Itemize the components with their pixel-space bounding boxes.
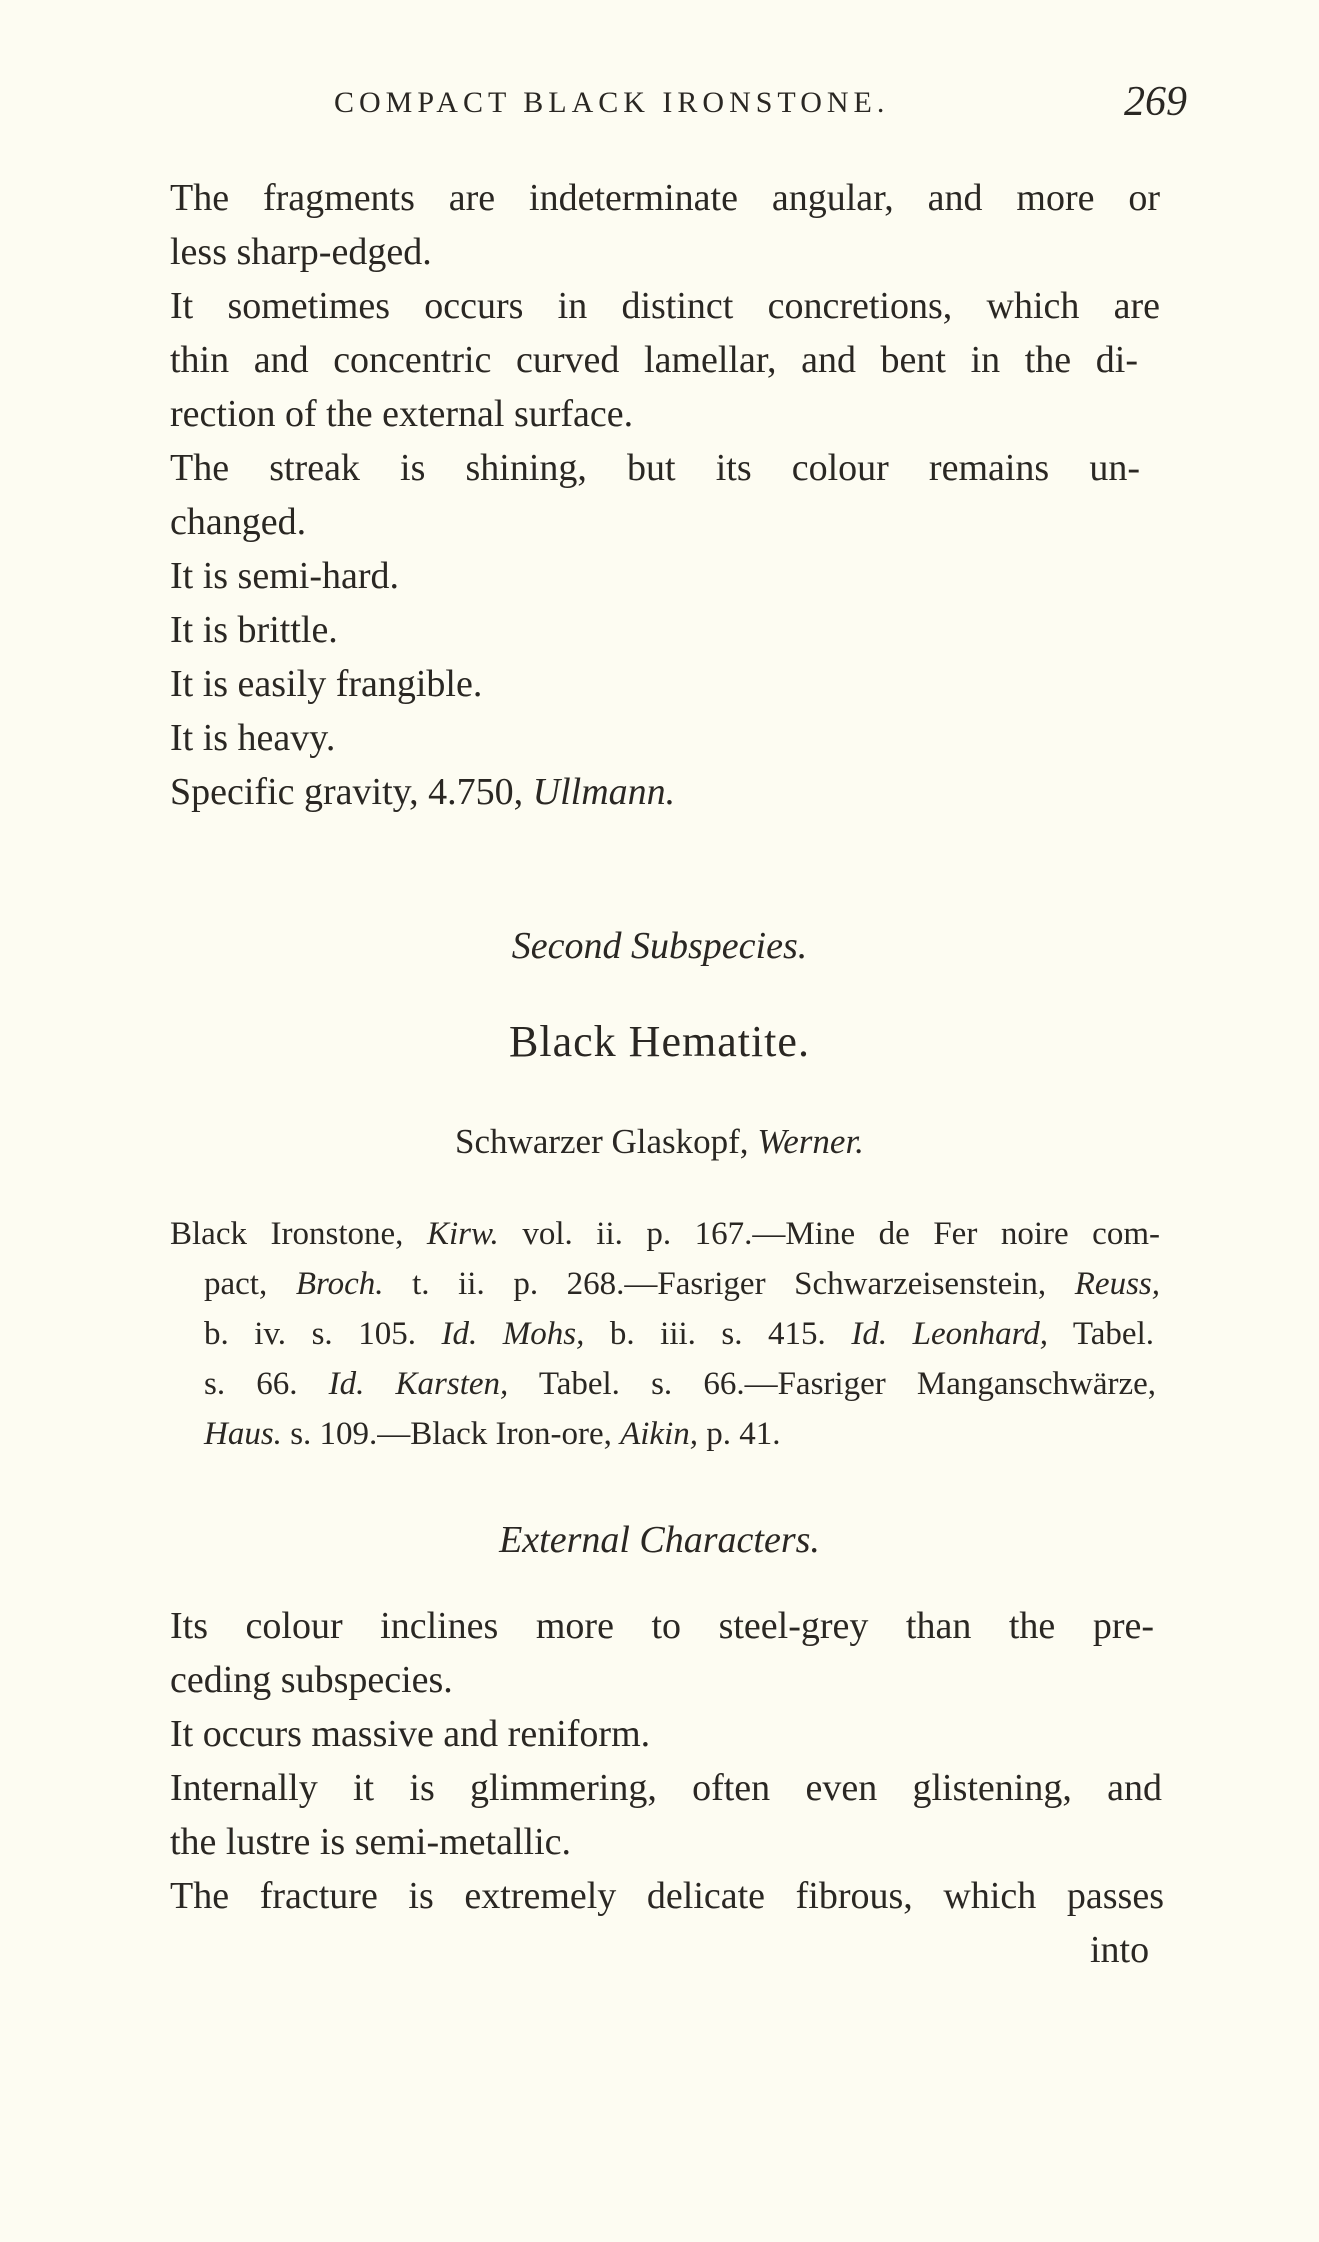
german-name: Schwarzer Glaskopf, xyxy=(455,1122,758,1161)
page-number: 269 xyxy=(1124,79,1187,125)
text-line: The fragments are indeterminate angular, and more or xyxy=(170,177,1160,219)
syn-text: Tabel. s. 66.—Fasriger Manganschwärze, xyxy=(508,1366,1157,1402)
syn-text: s. 66. xyxy=(204,1366,329,1402)
author-name: Werner. xyxy=(757,1122,864,1161)
text-line: ceding subspecies. xyxy=(170,1659,453,1701)
text-line: changed. xyxy=(170,501,307,543)
syn-text: p. 41. xyxy=(698,1416,781,1452)
text-line: The streak is shining, but its colour remains un- xyxy=(170,447,1140,489)
specific-gravity-line xyxy=(170,770,675,814)
text-line: It is heavy. xyxy=(170,717,336,759)
syn-author: Kirw. xyxy=(426,1216,499,1252)
text-line: rection of the external surface. xyxy=(170,393,634,435)
synonymy-line xyxy=(204,1364,1156,1404)
section-heading: External Characters. xyxy=(499,1519,820,1561)
mineral-title: Black Hematite. xyxy=(509,1017,810,1066)
syn-author: Reuss, xyxy=(1074,1266,1161,1302)
syn-author: Id. Karsten, xyxy=(328,1366,509,1402)
specific-gravity-text: Specific gravity, 4.750, xyxy=(170,771,533,813)
syn-author: Id. Mohs, xyxy=(441,1316,585,1352)
syn-text: b. iii. s. 415. xyxy=(584,1316,852,1352)
syn-text: pact, xyxy=(204,1266,296,1302)
syn-text: s. 109.—Black Iron-ore, xyxy=(281,1416,621,1452)
syn-text: t. ii. p. 268.—Fasriger Schwarzeisenstein, xyxy=(383,1266,1075,1302)
synonymy-line xyxy=(204,1314,1154,1354)
text-line: Internally it is glimmering, often even glistening, and xyxy=(170,1767,1162,1809)
syn-text: Black Ironstone, xyxy=(170,1216,427,1252)
author-name: Ullmann. xyxy=(532,771,676,813)
syn-text: Tabel. xyxy=(1047,1316,1154,1352)
syn-text: b. iv. s. 105. xyxy=(204,1316,442,1352)
text-line: It is brittle. xyxy=(170,609,338,651)
german-name-line xyxy=(0,1120,1319,1164)
synonymy-line xyxy=(204,1264,1160,1304)
text-line: Its colour inclines more to steel-grey than the pre- xyxy=(170,1605,1154,1647)
syn-author: Haus. xyxy=(204,1416,282,1452)
syn-author: Aikin, xyxy=(620,1416,699,1452)
text-line: less sharp-edged. xyxy=(170,231,432,273)
syn-author: Id. Leonhard, xyxy=(851,1316,1048,1352)
text-line: It occurs massive and reniform. xyxy=(170,1713,651,1755)
text-line: It is easily frangible. xyxy=(170,663,483,705)
text-line: thin and concentric curved lamellar, and bent in the di- xyxy=(170,339,1138,381)
running-title: COMPACT BLACK IRONSTONE. xyxy=(334,86,890,119)
catchword: into xyxy=(1090,1929,1150,1971)
synonymy-line xyxy=(170,1214,1160,1254)
syn-author: Broch. xyxy=(295,1266,384,1302)
subspecies-label: Second Subspecies. xyxy=(511,925,808,967)
text-line: the lustre is semi-metallic. xyxy=(170,1821,572,1863)
text-line: It sometimes occurs in distinct concretions, which are xyxy=(170,285,1160,327)
text-line: It is semi-hard. xyxy=(170,555,400,597)
syn-text: vol. ii. p. 167.—Mine de Fer noire com- xyxy=(498,1216,1160,1252)
text-line: The fracture is extremely delicate fibrous, which passes xyxy=(170,1875,1164,1917)
synonymy-line xyxy=(204,1414,781,1454)
